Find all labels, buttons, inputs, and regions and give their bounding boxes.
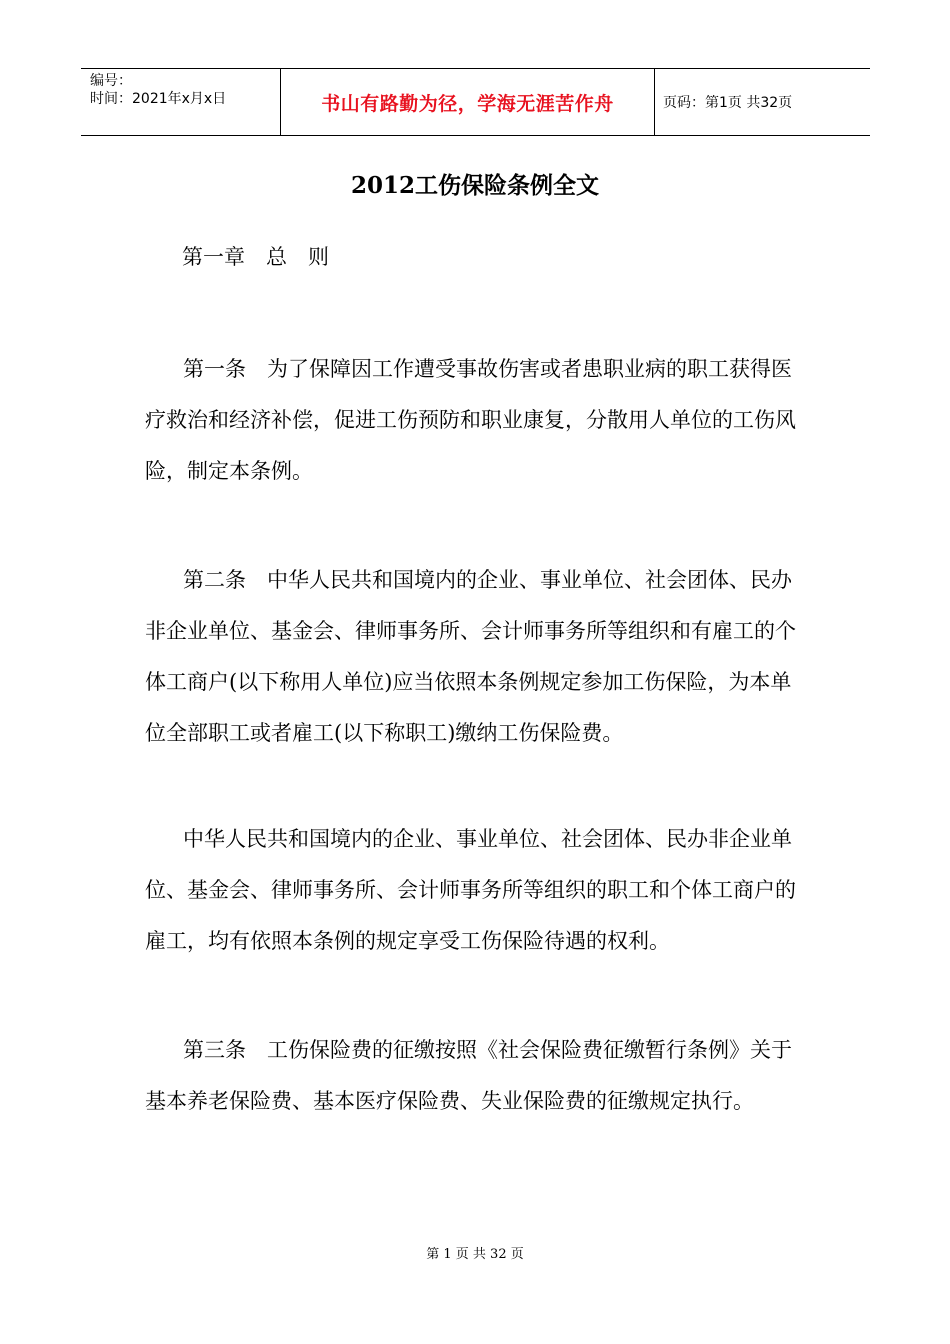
paragraph-article-3: 第三条 工伤保险费的征缴按照《社会保险费征缴暂行条例》关于基本养老保险费、基本医疗保险费、失业保险费的征缴规定执行。 bbox=[145, 1038, 792, 1113]
number-label: 编号： bbox=[90, 73, 132, 89]
page-footer: 第 1 页 共 32 页 bbox=[426, 1247, 524, 1262]
header-meta bbox=[81, 69, 281, 135]
time-label: 时间：2021年x月x日 bbox=[90, 91, 227, 107]
paragraph-article-2-cont: 中华人民共和国境内的企业、事业单位、社会团体、民办非企业单位、基金会、律师事务所、会计师事务所等组织的职工和个体工商户的雇工，均有依照本条例的规定享受工伤保险待遇的权利。 bbox=[145, 827, 796, 953]
chapter-heading: 第一章 总 则 bbox=[182, 245, 329, 269]
motto-text: 书山有路勤为径，学海无涯苦作舟 bbox=[321, 92, 614, 115]
header-page-cell bbox=[655, 69, 870, 135]
header-motto-cell bbox=[281, 69, 655, 135]
paragraph-article-1: 第一条 为了保障因工作遭受事故伤害或者患职业病的职工获得医疗救治和经济补偿，促进工伤预防和职业康复，分散用人单位的工伤风险，制定本条例。 bbox=[145, 357, 796, 483]
document-header bbox=[81, 68, 870, 136]
page-info: 页码：第1页 共32页 bbox=[663, 95, 793, 111]
paragraph-article-2: 第二条 中华人民共和国境内的企业、事业单位、社会团体、民办非企业单位、基金会、律师事务所、会计师事务所等组织和有雇工的个体工商户(以下称用人单位)应当依照本条例规定参加工伤保险，为本单位全部职工或者雇工(以下称职工)缴纳工伤保险费。 bbox=[145, 568, 796, 745]
document-title: 2012工伤保险条例全文 bbox=[350, 172, 599, 199]
